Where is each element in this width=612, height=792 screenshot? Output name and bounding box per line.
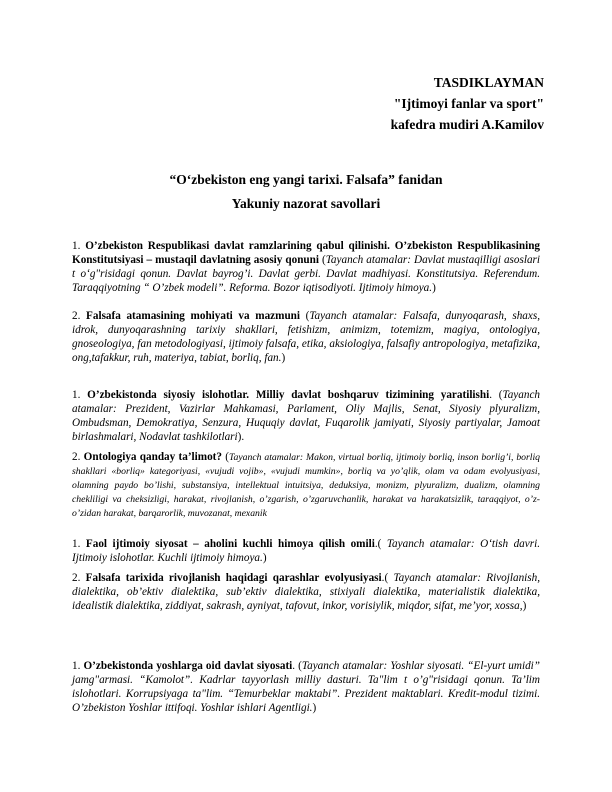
question-keywords: Tayanch atamalar: Falsafa, dunyoqarash, shaxs, idrok, dunyoqarashning tarixiy shakllari, fetishizm, animizm, totemizm, magiya, ontologiya, gnoseologiya, fan metodologiyasi, ijtimoiy falsafa, etika, aksiologiya, falsafiy antropologiya, metafizika, ong,tafakkur, ruh, materiya, tabiat, borliq, fan.: [72, 310, 540, 364]
question-open-paren: (: [318, 253, 326, 266]
question-open-paren: (: [222, 451, 230, 463]
question-open-paren: .(: [374, 538, 387, 550]
question-keywords: Tayanch atamalar: Prezident, Vazirlar Mahkamasi, Parlament, Oliy Majlis, Senat, Siyosiy plyuralizm, Ombudsman, Demokratiya, Senzura, Huquqiy davlat, Fuqarolik jamiyati, Siyosiy partiyalar, Jamoat birlashmalari, Nodavlat tashkilotlari: [72, 389, 541, 443]
question-close-paren: ): [281, 351, 286, 364]
question-number: 1.: [72, 538, 81, 550]
question-keywords: Tayanch atamalar: O‘tish davri. Ijtimoiy islohotlar. Kuchli ijtimoiy himoya.: [72, 538, 540, 564]
document-subtitle: Yakuniy nazorat savollari: [231, 196, 381, 211]
question-open-paren: . (: [292, 660, 302, 672]
question-topic: Falsafa tarixida rivojlanish haqidagi qarashlar evolyusiyasi: [85, 572, 382, 584]
question-item: [72, 310, 540, 366]
question-open-paren: . (: [489, 389, 503, 401]
question-number: 2.: [72, 310, 81, 322]
question-close-paren: ): [432, 281, 436, 294]
question-topic: Ontologiya qanday ta’limot?: [83, 451, 222, 463]
question-number: 2.: [72, 572, 81, 584]
question-close-paren: ): [262, 551, 267, 564]
approval-block: [391, 72, 544, 135]
question-item: [72, 572, 540, 614]
question-item: [72, 660, 540, 716]
question-keywords: Tayanch atamalar: Makon, virtual borliq, ijtimoiy borliq, inson borlig’i, borliq shakllari «borliq» kategoriyasi, «vujudi vojib», «vujudi mumkin», borliq va yo’qlik, olam va odam evolyusiyasi, olamning paydo bo’lishi, substansiya, intellektual intuitsiya, deduksiya, monizm, plyuralizm, dualizm, olamning cheklіligi va cheksizligi, harakat, rivojlanish, o’zgarish, o’zgaruvchanlik, harakat va harakatsizlik, taraqqiyot, o’z-o’zidan harakat, barqarorlik, muvozanat, mexanik: [72, 452, 541, 519]
question-close-paren: ): [522, 599, 527, 612]
question-number: 1.: [72, 389, 81, 401]
question-item: [72, 240, 540, 296]
question-topic: Falsafa atamasining mohiyati va mazmuni: [86, 310, 300, 322]
question-open-paren: (: [300, 310, 310, 322]
question-keywords: Tayanch atamalar: Rivojlanish, dialektika, ob’ektiv dialektika, sub’ektiv dialektika, stixiyali dialektika, materialistik dialektika, idealistik dialektika, ziddiyat, sakrash, ayniyat, tafovut, inkor, vorisiylik, miqdor, sifat, me’yor, xossa,: [72, 572, 541, 612]
question-item: [72, 389, 540, 445]
question-close-paren: ): [312, 701, 317, 714]
question-topic: O’zbekistonda siyosiy islohotlar. Milliy davlat boshqaruv tizimining yaratilishi: [87, 389, 490, 401]
question-open-paren: .(: [381, 572, 394, 584]
question-item: [72, 538, 540, 566]
question-keywords: Tayanch atamalar: Davlat mustaqilligi asoslari t o‘g"risidagi qonun. Davlat bayrog’i. Davlat gerbi. Davlat madhiyasi. Konstitutsiya. Referendum. Taraqqiyotning “ O’zbek modeli”. Reforma. Bozor iqtisodiyoti. Ijtimoiy himoya.: [72, 253, 541, 294]
question-number: 1.: [72, 240, 81, 252]
question-topic: O’zbekiston Respublikasi davlat ramzlarining qabul qilinishi. O’zbekiston Respublikasining Konstitutsiyasi – mustaqil davlatning asosiy qonuni: [72, 240, 541, 266]
question-number: 2.: [72, 451, 81, 463]
department-head: kafedra mudiri A.Kamilov: [390, 117, 544, 132]
question-number: 1.: [72, 660, 81, 672]
approval-title: TASDIKLAYMAN: [433, 75, 544, 90]
question-keywords: Tayanch atamalar: Yoshlar siyosati. “El-yurt umidi” jamg"armasi. “Kamolot”. Kadrlar tayyorlash milliy dasturi. Ta"lim t o’g"risidagi qonun. Ta’lim islohotlari. Korrupsiyaga ta"lim. “Temurbeklar maktabi”. Prezident maktablari. Kredit-modul tizimi. O’zbekiston Yoshlar ittifoqi. Yoshlar ishlari Agentligi.: [72, 660, 540, 714]
department-name: "Ijtimoyi fanlar va sport": [393, 96, 544, 111]
question-topic: Faol ijtimoiy siyosat – aholini kuchli himoya qilish omili: [85, 538, 375, 550]
question-topic: O’zbekistonda yoshlarga oid davlat siyosati: [83, 660, 293, 672]
question-close-paren: ).: [237, 430, 245, 443]
document-title: “O‘zbekiston eng yangi tarixi. Falsafa” fanidan: [169, 172, 443, 187]
question-item: [72, 451, 540, 521]
